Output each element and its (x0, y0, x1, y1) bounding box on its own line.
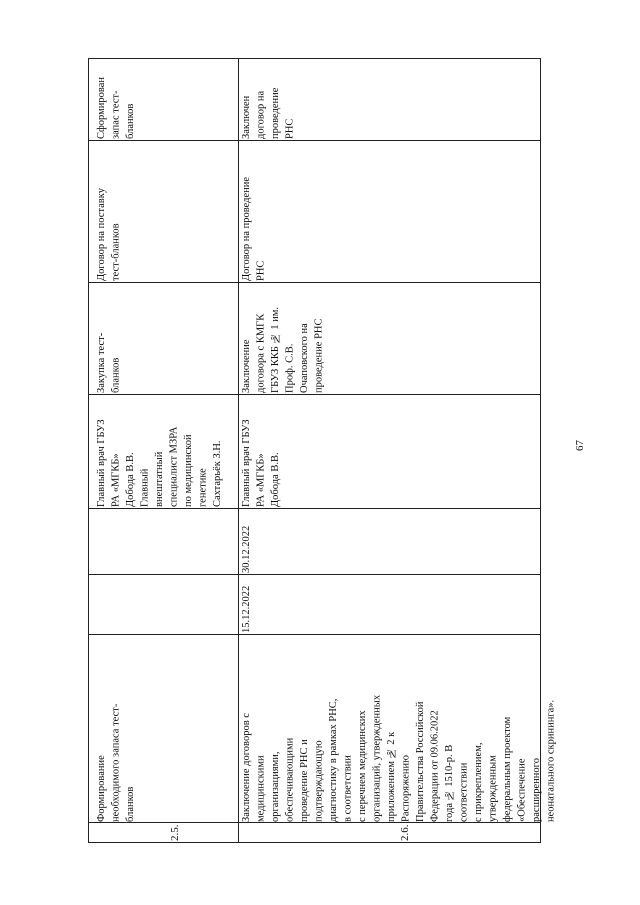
responsible-cell: Главный врач ГБУЗ РА «МГКБ» Добода В.В. Главный внештатный специалист МЗРА по медицинской генетике Сахтарьёк З.Н. (96, 419, 223, 507)
column-divider (88, 394, 541, 395)
row-divider (238, 58, 239, 843)
row-number: 2.5. (169, 824, 181, 841)
table-border-left (88, 58, 89, 843)
work-cell: Заключение договора с КМГК ГБУЗ ККБ № 1 им. Проф. С.В. Очаповского на проведение РНС (241, 307, 325, 393)
document-cell: Договор на проведение РНС (241, 176, 267, 281)
row-number: 2.6. (399, 824, 411, 841)
action-cell: Заключение договоров с медицинскими организациями, обеспечивающими проведение РНС и подтверждающую диагностику в рамках РНС, в соответствии с перечнем медицинских организаций, утвержденных приложением № 2 к Распоряжению Правительства Российской Федерации от 09.06.2022 года № 1510-р. В соответствии с прикреплением, утвержденным федеральным проектом «Обеспечение расширенного неонатального скрининга». (241, 694, 557, 822)
end-date-cell (95, 509, 233, 573)
work-cell: Закупка тест- бланков (96, 332, 122, 393)
table-border-right (540, 58, 541, 843)
responsible-cell: Главный врач ГБУЗ РА «МГКБ» Добода В.В. (241, 419, 281, 507)
action-cell: Формирование необходимого запаса тест- бланков (96, 703, 136, 822)
start-date-cell (95, 575, 233, 633)
document-cell: Договор на поставку тест-бланков (96, 188, 122, 281)
start-date-cell: 15.12.2022 (241, 585, 252, 633)
column-divider (88, 822, 541, 823)
result-cell: Заключен договор на проведение РНС (241, 87, 296, 139)
column-divider (88, 634, 541, 635)
end-date-cell: 30.12.2022 (241, 525, 252, 573)
table-border-bottom (88, 842, 541, 843)
result-cell: Сформирован запас тест- бланков (96, 76, 136, 139)
page-number: 67 (574, 440, 586, 451)
